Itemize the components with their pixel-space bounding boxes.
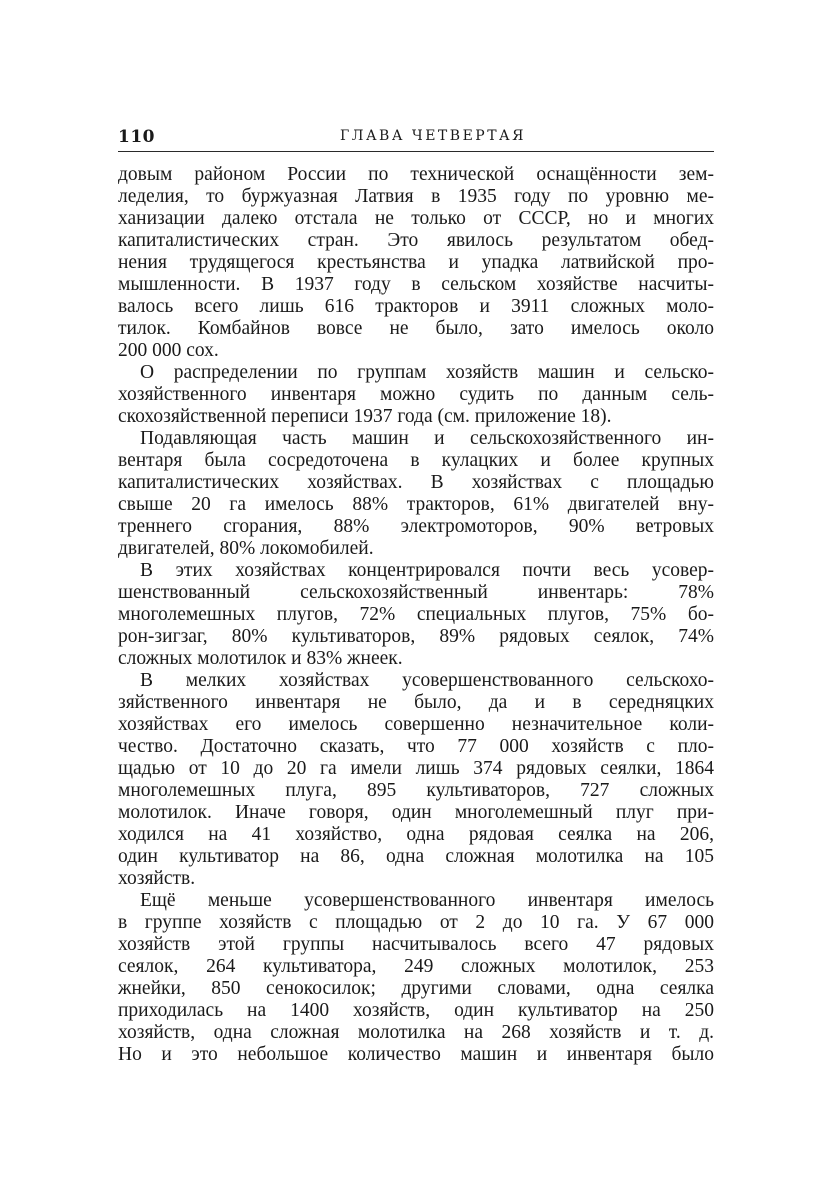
text-line: В мелких хозяйствах усовершенствованного сельскохо- bbox=[140, 670, 714, 691]
text-line: ханизации далеко отстала не только от СССР, но и многих bbox=[118, 208, 714, 229]
text-line: шенствованный сельскохозяйственный инвентарь: 78% bbox=[118, 582, 714, 603]
text-line: многолемешных плуга, 895 культиваторов, 727 сложных bbox=[118, 780, 714, 801]
paragraph-6 bbox=[118, 890, 714, 1066]
text-line: приходилась на 1400 хозяйств, один культиватор на 250 bbox=[118, 1000, 714, 1021]
text-line: хозяйственного инвентаря можно судить по данным сель- bbox=[118, 384, 714, 405]
text-line: щадью от 10 до 20 га имели лишь 374 рядовых сеялки, 1864 bbox=[118, 758, 714, 779]
text-line: тилок. Комбайнов вовсе не было, зато имелось около bbox=[118, 318, 714, 339]
text-line: вентаря была сосредоточена в кулацких и более крупных bbox=[118, 450, 714, 471]
paragraph-3 bbox=[118, 428, 714, 560]
text-line: хозяйствах его имелось совершенно незначительное коли- bbox=[118, 714, 714, 735]
paragraph-4 bbox=[118, 560, 714, 670]
text-line: О распределении по группам хозяйств машин и сельско- bbox=[140, 362, 714, 383]
text-line: чество. Достаточно сказать, что 77 000 хозяйств с пло- bbox=[118, 736, 714, 757]
text-line: жнейки, 850 сенокосилок; другими словами, одна сеялка bbox=[118, 978, 714, 999]
text-line: сложных молотилок и 83% жнеек. bbox=[118, 648, 403, 669]
text-line: Ещё меньше усовершенствованного инвентаря имелось bbox=[140, 890, 714, 911]
text-line: капиталистических стран. Это явилось результатом обед- bbox=[118, 230, 714, 251]
text-line: в группе хозяйств с площадью от 2 до 10 га. У 67 000 bbox=[118, 912, 714, 933]
text-line: В этих хозяйствах концентрировался почти весь усовер- bbox=[140, 560, 714, 581]
text-line: один культиватор на 86, одна сложная молотилка на 105 bbox=[118, 846, 714, 867]
page-number: 110 bbox=[118, 127, 155, 147]
paragraph-5 bbox=[118, 670, 714, 890]
text-line: скохозяйственной переписи 1937 года (см. приложение 18). bbox=[118, 406, 612, 427]
running-head bbox=[118, 127, 714, 149]
text-line: Подавляющая часть машин и сельскохозяйственного ин- bbox=[140, 428, 714, 449]
body-text bbox=[118, 164, 714, 1066]
text-line: мышленности. В 1937 году в сельском хозяйстве насчиты- bbox=[118, 274, 714, 295]
text-line: треннего сгорания, 88% электромоторов, 90% ветровых bbox=[118, 516, 714, 537]
text-line: сеялок, 264 культиватора, 249 сложных молотилок, 253 bbox=[118, 956, 714, 977]
paragraph-1 bbox=[118, 164, 714, 362]
text-line: хозяйств. bbox=[118, 868, 196, 889]
text-line: рон-зигзаг, 80% культиваторов, 89% рядовых сеялок, 74% bbox=[118, 626, 714, 647]
text-line: леделия, то буржуазная Латвия в 1935 году по уровню ме- bbox=[118, 186, 714, 207]
text-line: довым районом России по технической оснащённости зем- bbox=[118, 164, 714, 185]
text-line: капиталистических хозяйствах. В хозяйствах с площадью bbox=[118, 472, 714, 493]
text-line: хозяйств, одна сложная молотилка на 268 хозяйств и т. д. bbox=[118, 1022, 714, 1043]
header-rule bbox=[118, 151, 714, 152]
text-line: двигателей, 80% локомобилей. bbox=[118, 538, 374, 559]
text-line: зяйственного инвентаря не было, да и в середняцких bbox=[118, 692, 714, 713]
text-line: хозяйств этой группы насчитывалось всего 47 рядовых bbox=[118, 934, 714, 955]
text-line: Но и это небольшое количество машин и инвентаря было bbox=[118, 1044, 714, 1065]
text-line: свыше 20 га имелось 88% тракторов, 61% двигателей вну- bbox=[118, 494, 714, 515]
text-line: ходился на 41 хозяйство, одна рядовая сеялка на 206, bbox=[118, 824, 714, 845]
text-line: молотилок. Иначе говоря, один многолемешный плуг при- bbox=[118, 802, 714, 823]
text-line: 200 000 сох. bbox=[118, 340, 219, 361]
paragraph-2 bbox=[118, 362, 714, 428]
chapter-title: ГЛАВА ЧЕТВЕРТАЯ bbox=[340, 128, 526, 144]
text-line: нения трудящегося крестьянства и упадка латвийской про- bbox=[118, 252, 714, 273]
text-line: многолемешных плугов, 72% специальных плугов, 75% бо- bbox=[118, 604, 714, 625]
text-line: валось всего лишь 616 тракторов и 3911 сложных моло- bbox=[118, 296, 714, 317]
